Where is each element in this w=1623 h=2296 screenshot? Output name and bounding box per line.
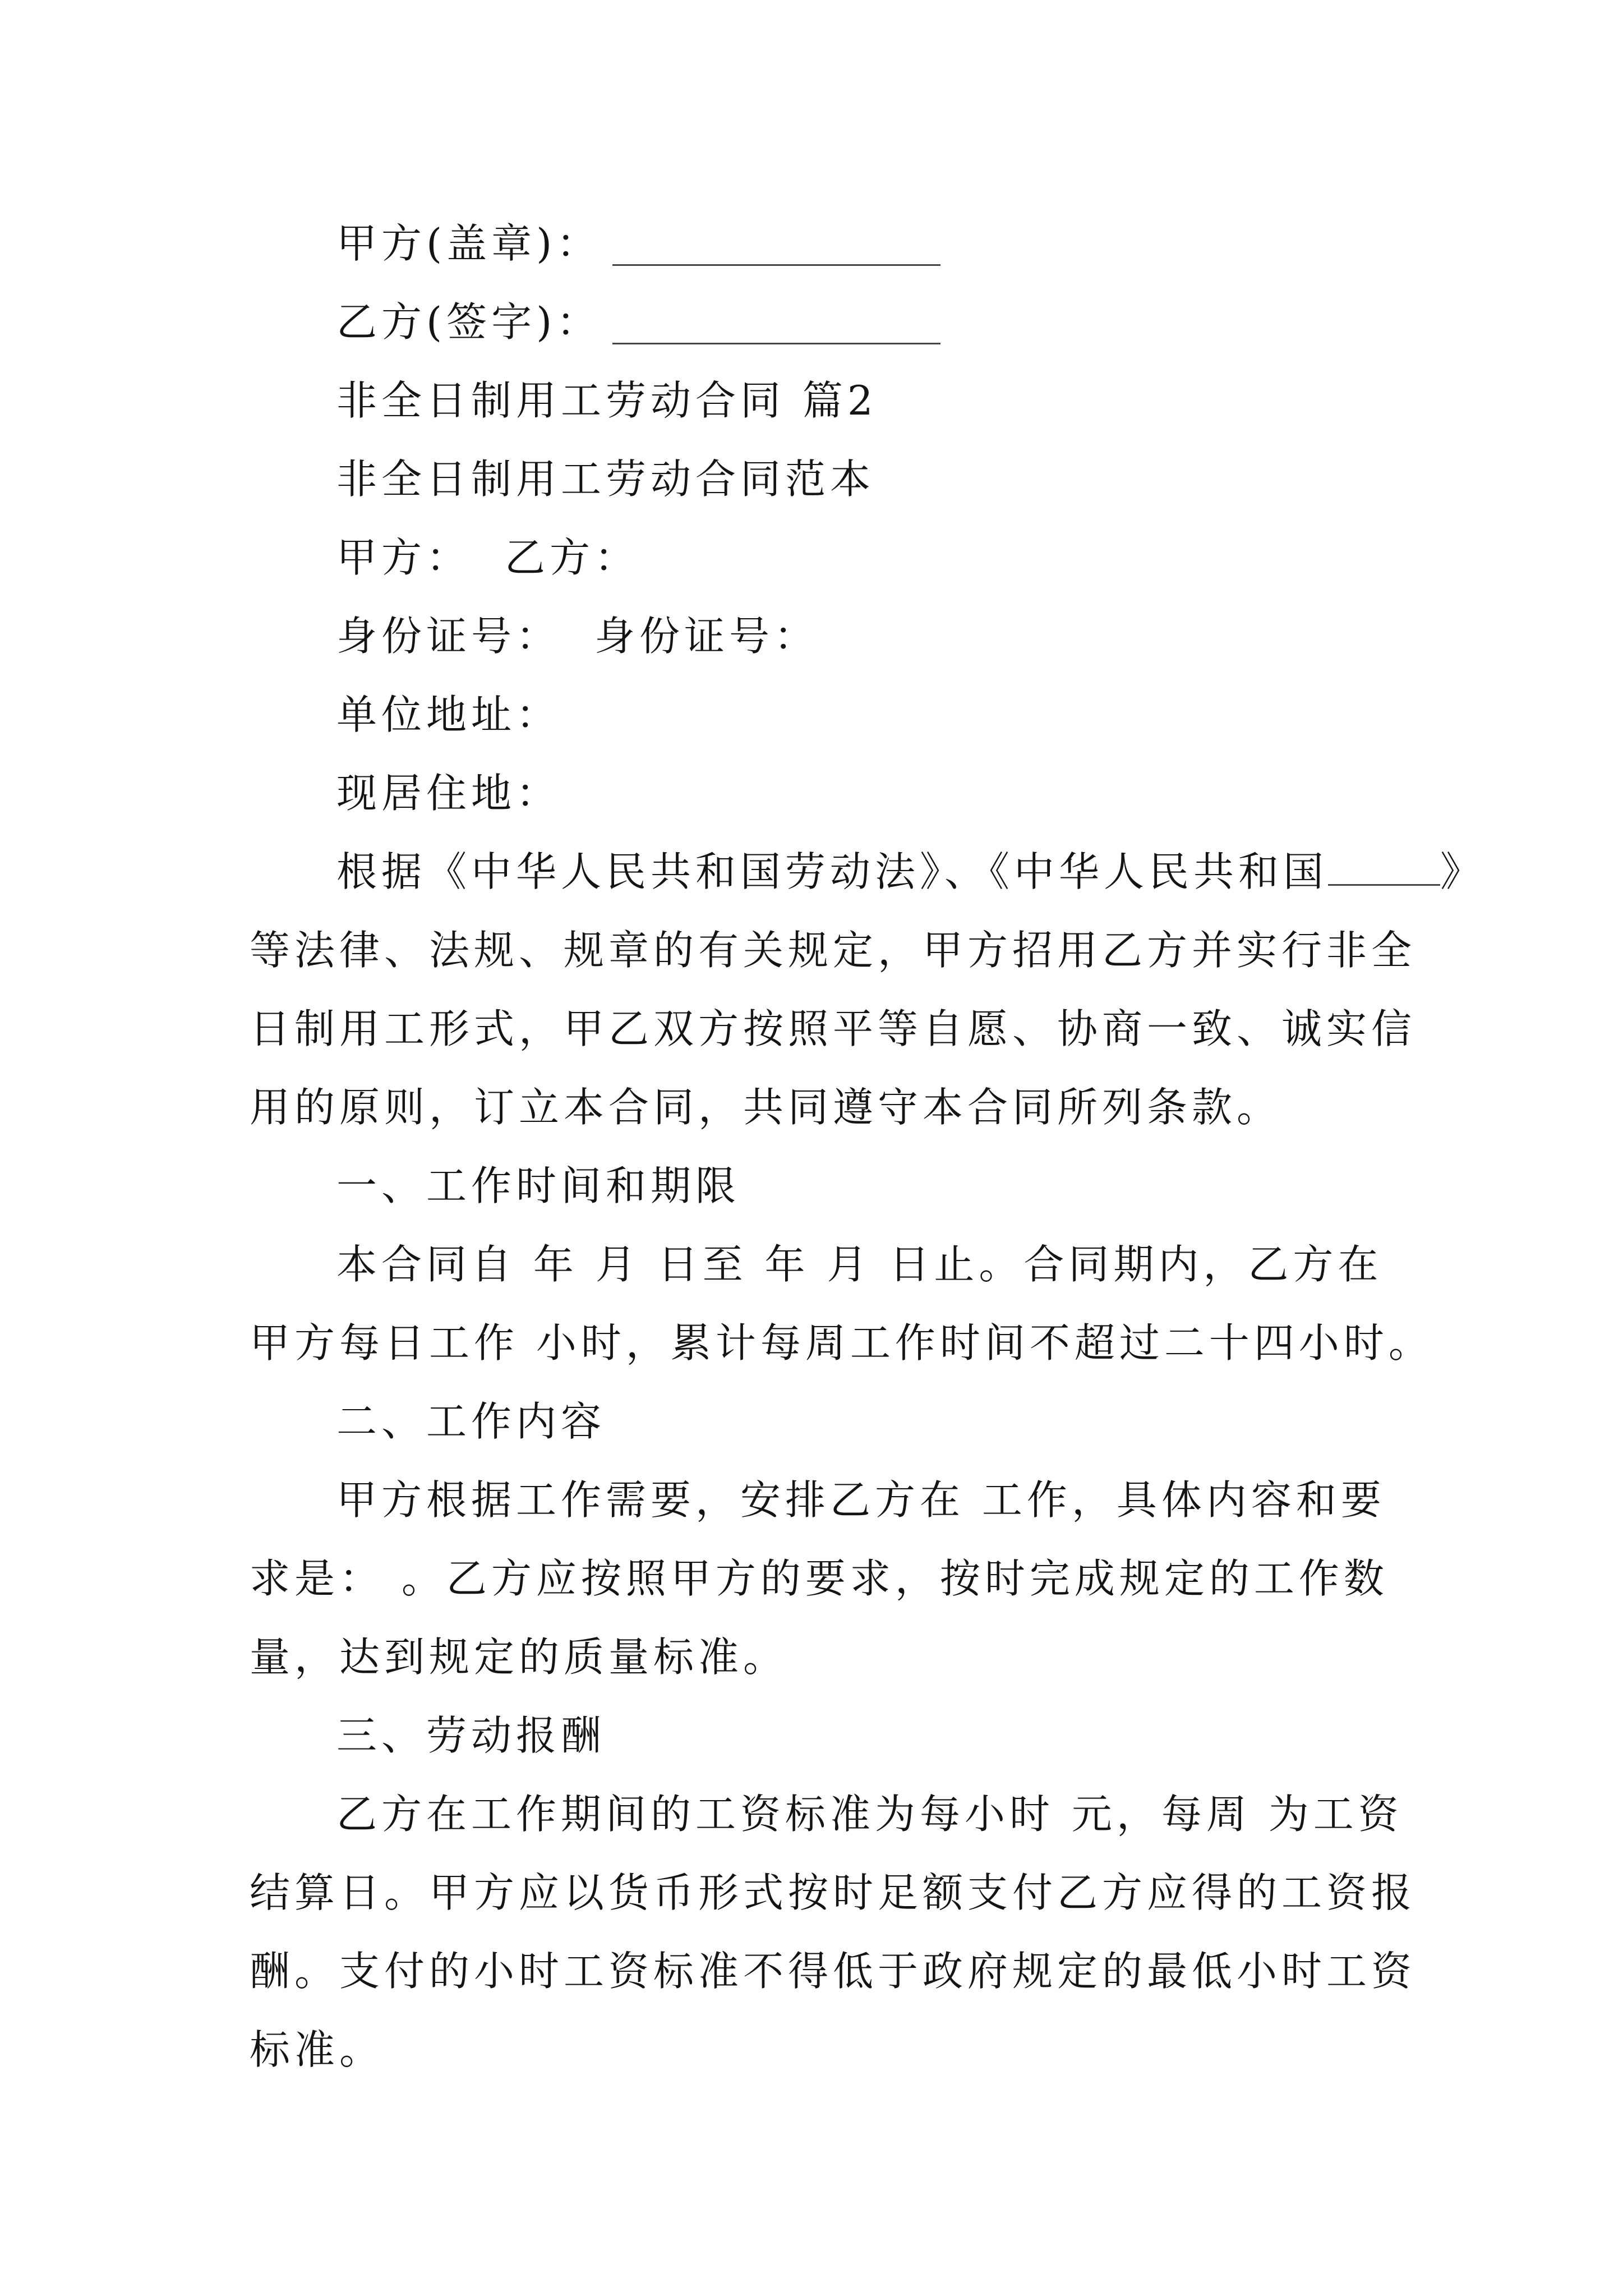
party-b-id-label: 身份证号： [594,613,819,660]
party-b-label: 乙方： [505,534,640,581]
clause-2-line-2: 求是： 。乙方应按照甲方的要求，按时完成规定的工作数 [250,1555,1389,1602]
clause-3-line-3: 酬。支付的小时工资标准不得低于政府规定的最低小时工资 [250,1948,1417,1995]
clause-2-line-1: 甲方根据工作需要，安排乙方在 工作，具体内容和要 [336,1476,1386,1524]
clause-1-line-1: 本合同自 年 月 日至 年 月 日止。合同期内，乙方在 [336,1241,1383,1288]
clause-1-heading: 一、工作时间和期限 [336,1162,741,1209]
id-number-line [336,597,1394,675]
contract-title: 非全日制用工劳动合同范本 [336,455,875,503]
party-a-label: 甲方： [336,534,472,581]
intro-line-2: 等法律、法规、规章的有关规定，甲方招用乙方并实行非全 [250,927,1417,974]
parties-line [336,519,1394,596]
section-heading: 非全日制用工劳动合同 篇2 [336,377,878,424]
intro-line-4: 用的原则，订立本合同，共同遵守本合同所列条款。 [250,1084,1282,1131]
clause-3-line-4: 标准。 [250,2026,385,2073]
clause-3-heading: 三、劳动报酬 [336,1712,606,1759]
party-a-id-label: 身份证号： [336,613,561,660]
residence-label: 现居住地： [336,770,561,817]
party-a-signature-line [336,205,1394,282]
intro-line-1 [336,833,1486,910]
clause-1-line-2: 甲方每日工作 小时，累计每周工作时间不超过二十四小时。 [250,1319,1433,1366]
clause-3-line-2: 结算日。甲方应以货币形式按时足额支付乙方应得的工资报 [250,1869,1417,1916]
unit-address-label: 单位地址： [336,691,561,738]
clause-2-line-3: 量，达到规定的质量标准。 [250,1634,789,1681]
law-name-blank [1328,850,1440,886]
party-b-signature-blank [612,341,940,344]
intro-text-b: 》 [1440,848,1486,895]
party-b-signature-line [336,283,1394,361]
party-a-seal-label: 甲方(盖章)： [336,220,602,267]
party-b-sign-label: 乙方(签字)： [336,298,602,346]
clause-2-heading: 二、工作内容 [336,1398,606,1445]
intro-text-a: 根据《中华人民共和国劳动法》、《中华人民共和国 [336,848,1329,895]
intro-line-3: 日制用工形式，甲乙双方按照平等自愿、协商一致、诚实信 [250,1005,1417,1052]
clause-3-line-1: 乙方在工作期间的工资标准为每小时 元，每周 为工资 [336,1791,1403,1838]
party-a-signature-blank [612,262,940,266]
